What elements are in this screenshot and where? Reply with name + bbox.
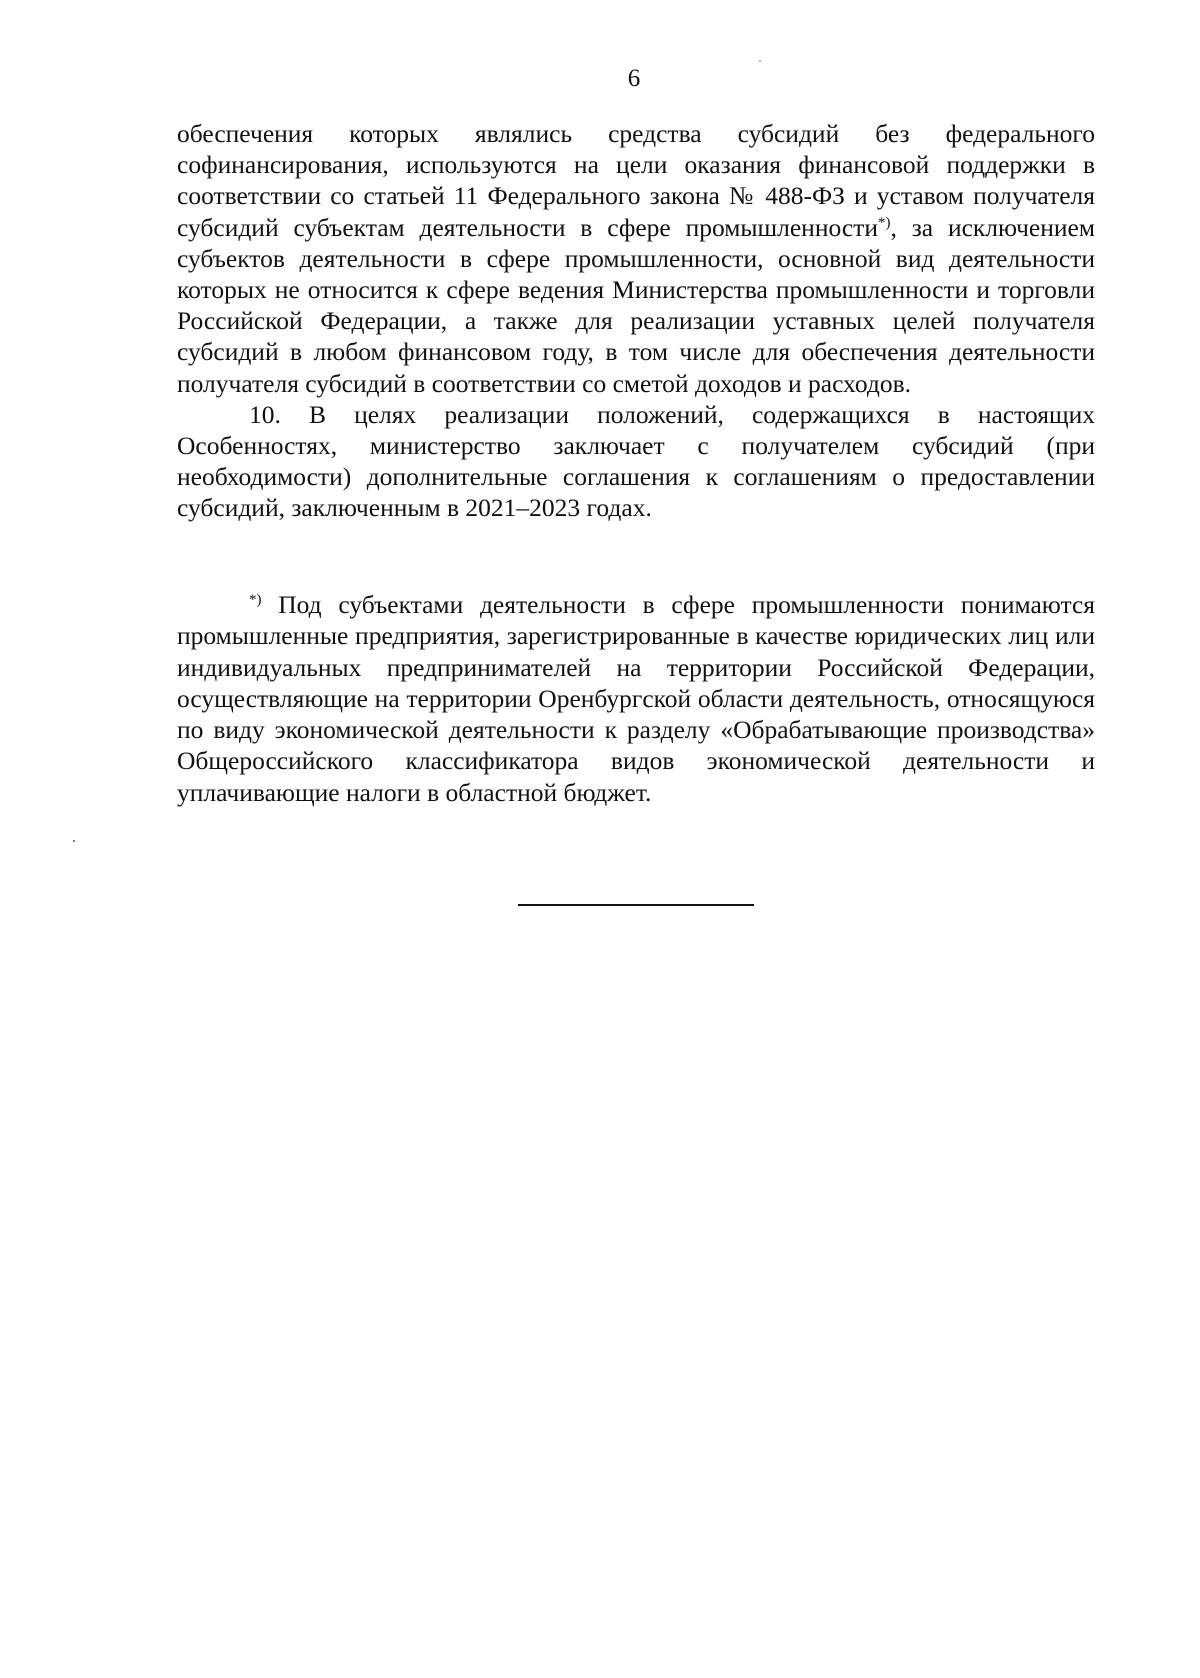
scan-speck (73, 840, 75, 842)
paragraph-text-continued: , за исключением субъектов деятельности в сфере промышленности, основной вид деятельности которых не относится к сфере ведения Министерства промышленности и торговли Российской Федерации, а также для реализации уставных целей получателя субсидий в любом финансовом году, в том числе для обеспечения деятельности получателя субсидий в соответствии со сметой доходов и расходов. (177, 212, 1095, 398)
paragraph-text: обеспечения которых являлись средства субсидий без федерального софинансирования, используются на цели оказания финансовой поддержки в соответствии со статьей 11 Федерального закона № 488-ФЗ и уставом получателя субсидий субъектам деятельности в сфере промышленности (177, 119, 1095, 242)
body-text (177, 118, 1095, 524)
footnote (177, 589, 1095, 808)
end-of-document-rule (518, 904, 754, 906)
paragraph-item-10: 10. В целях реализации положений, содержащихся в настоящих Особенностях, министерство заключает с получателем субсидий (при необходимости) дополнительные соглашения к соглашениям о предоставлении субсидий, заключенным в 2021–2023 годах. (177, 399, 1095, 523)
footnote-text: Под субъектами деятельности в сфере промышленности понимаются промышленные предприятия, зарегистрированные в качестве юридических лиц или индивидуальных предпринимателей на территории Российской Федерации, осуществляющие на территории Оренбургской области деятельность, относящуюся по виду экономической деятельности к разделу «Обрабатывающие производства» Общероссийского классификатора видов экономической деятельности и уплачивающие налоги в областной бюджет. (177, 590, 1095, 807)
scan-speck (759, 60, 761, 62)
paragraph-continuation (177, 118, 1095, 399)
footnote-reference: *) (877, 214, 891, 231)
page-number: 6 (627, 65, 641, 92)
footnote-mark: *) (249, 592, 262, 608)
